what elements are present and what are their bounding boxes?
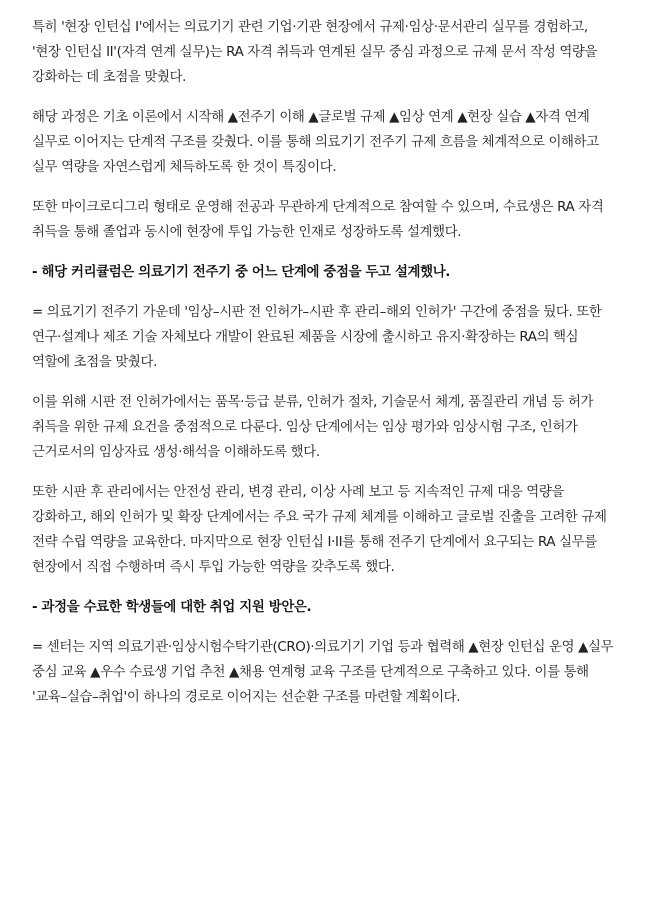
paragraph-course-structure: 해당 과정은 기초 이론에서 시작해 ▲전주기 이해 ▲글로벌 규제 ▲임상 연계 ▲현장 실습 ▲자격 연계 실무로 이어지는 단계적 구조를 갖췄다. 이를 통해 의료기기 전주기 규제 흐름을 체계적으로 이해하고 실무 역량을 자연스럽게 체득하도록 한 것이 특징이다. <box>32 110 599 175</box>
article-body <box>32 15 618 725</box>
question-curriculum-focus: - 해당 커리큘럼은 의료기기 전주기 중 어느 단계에 중점을 두고 설계했나. <box>32 265 451 280</box>
paragraph-microdegree: 또한 마이크로디그리 형태로 운영해 전공과 무관하게 단계적으로 참여할 수 있으며, 수료생은 RA 자격 취득을 통해 졸업과 동시에 현장에 투입 가능한 인재로 성장하도록 설계했다. <box>32 200 604 240</box>
answer-lifecycle-focus: = 의료기기 전주기 가운데 '임상–시판 전 인허가–시판 후 관리–해외 인허가' 구간에 중점을 뒀다. 또한 연구·설계나 제조 기술 자체보다 개발이 완료된 제품을 시장에 출시하고 유지·확장하는 RA의 핵심 역할에 초점을 맞췄다. <box>32 305 602 370</box>
question-employment-support: - 과정을 수료한 학생들에 대한 취업 지원 방안은. <box>32 600 312 615</box>
answer-employment-support: = 센터는 지역 의료기관·임상시험수탁기관(CRO)·의료기기 기업 등과 협력해 ▲현장 인턴십 운영 ▲실무 중심 교육 ▲우수 수료생 기업 추천 ▲채용 연계형 교육 구조를 단계적으로 구축하고 있다. 이를 통해 '교육–실습–취업'이 하나의 경로로 이어지는 선순환 구조를 마련할 계획이다. <box>32 640 614 705</box>
paragraph-internship: 특히 '현장 인턴십 I'에서는 의료기기 관련 기업·기관 현장에서 규제·임상·문서관리 실무를 경험하고, '현장 인턴십 II'(자격 연계 실무)는 RA 자격 취득과 연계된 실무 중심 과정으로 규제 문서 작성 역량을 강화하는 데 초점을 맞췄다. <box>32 20 598 85</box>
paragraph-postmarket-global: 또한 시판 후 관리에서는 안전성 관리, 변경 관리, 이상 사례 보고 등 지속적인 규제 대응 역량을 강화하고, 해외 인허가 및 확장 단계에서는 주요 국가 규제 체계를 이해하고 글로벌 진출을 고려한 규제 전략 수립 역량을 교육한다. 마지막으로 현장 인턴십 I·II를 통해 전주기 단계에서 요구되는 RA 실무를 현장에서 직접 수행하며 즉시 투입 가능한 역량을 갖추도록 했다. <box>32 485 607 575</box>
paragraph-premarket-clinical: 이를 위해 시판 전 인허가에서는 품목·등급 분류, 인허가 절차, 기술문서 체계, 품질관리 개념 등 허가 취득을 위한 규제 요건을 중점적으로 다룬다. 임상 단계에서는 임상 평가와 임상시험 구조, 인허가 근거로서의 임상자료 생성·해석을 이해하도록 했다. <box>32 395 594 460</box>
